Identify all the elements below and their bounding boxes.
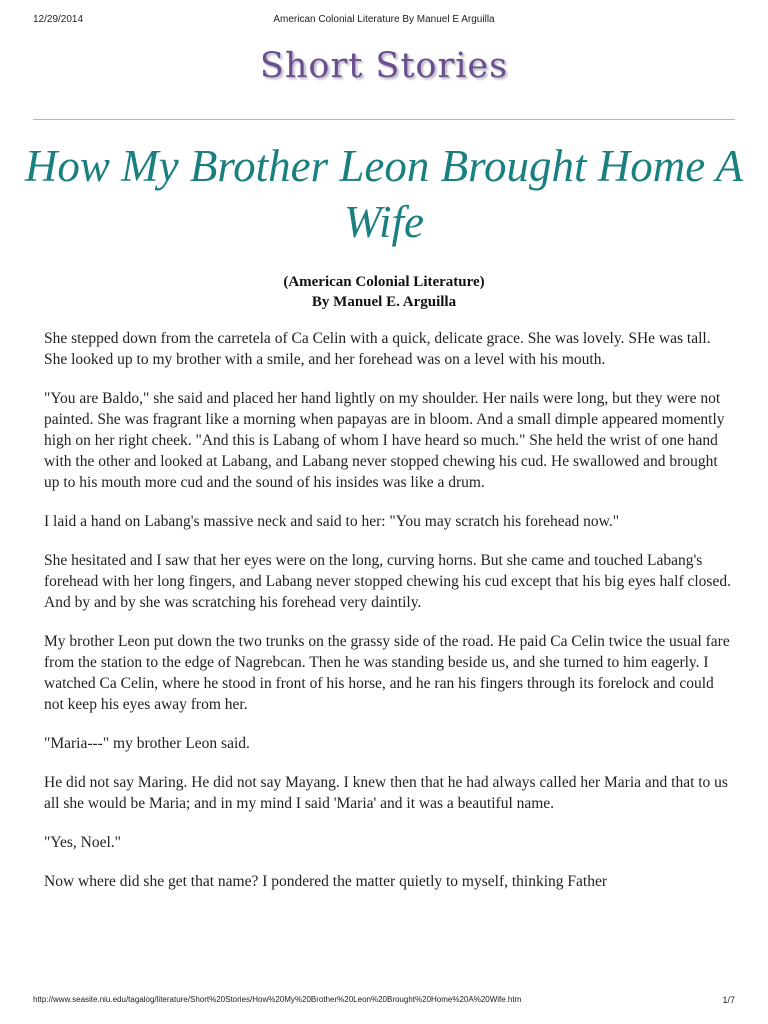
print-url: http://www.seasite.niu.edu/tagalog/literature/Short%20Stories/How%20My%20Brother%20Leon%20Brought%20Home%20A%20Wife.htm <box>33 995 522 1004</box>
story-paragraph: He did not say Maring. He did not say Mayang. I knew then that he had always called her Maria and that to us all she would be Maria; and in my mind I said 'Maria' and it was a beautiful name. <box>44 774 728 812</box>
story-paragraph: She hesitated and I saw that her eyes were on the long, curving horns. But she came and touched Labang's forehead with her long fingers, and Labang never stopped chewing his cud except that his big eyes half closed. And by and by she was scratching his forehead very daintily. <box>44 552 731 611</box>
story-paragraph: "Yes, Noel." <box>44 834 121 851</box>
story-title: How My Brother Leon Brought Home A Wife <box>24 141 744 247</box>
story-paragraph: Now where did she get that name? I pondered the matter quietly to myself, thinking Father <box>44 873 608 890</box>
page-number: 1/7 <box>722 995 735 1005</box>
story-body <box>44 328 734 993</box>
story-paragraph: "You are Baldo," she said and placed her hand lightly on my shoulder. Her nails were long, but they were not painted. She was fragrant like a morning when papayas are in bloom. And a small dimple appeared momently high on her right cheek. "And this is Labang of whom I have heard so much." She held the wrist of one hand with the other and looked at Labang, and Labang never stopped chewing his cud. He swallowed and brought up to his mouth more cud and the sound of his insides was like a drum. <box>44 390 725 491</box>
byline <box>0 272 768 312</box>
print-date: 12/29/2014 <box>33 14 84 25</box>
print-footer <box>33 995 735 1007</box>
print-header <box>33 14 735 28</box>
print-document-title: American Colonial Literature By Manuel E Arguilla <box>273 14 495 25</box>
short-stories-banner: Short Stories <box>259 46 509 86</box>
story-author: By Manuel E. Arguilla <box>311 294 457 310</box>
story-paragraph: I laid a hand on Labang's massive neck and said to her: "You may scratch his forehead now." <box>44 513 620 530</box>
story-paragraph: She stepped down from the carretela of Ca Celin with a quick, delicate grace. She was lovely. SHe was tall. She looked up to my brother with a smile, and her forehead was on a level with his mouth. <box>44 330 711 368</box>
horizontal-divider <box>33 119 735 120</box>
story-subtitle: (American Colonial Literature) <box>283 274 485 290</box>
story-paragraph: "Maria---" my brother Leon said. <box>44 735 250 752</box>
story-paragraph: My brother Leon put down the two trunks on the grassy side of the road. He paid Ca Celin twice the usual fare from the station to the edge of Nagrebcan. Then he was standing beside us, and she turned to him eagerly. I watched Ca Celin, where he stood in front of his horse, and he ran his fingers through its forelock and could not keep his eyes away from her. <box>44 633 730 713</box>
